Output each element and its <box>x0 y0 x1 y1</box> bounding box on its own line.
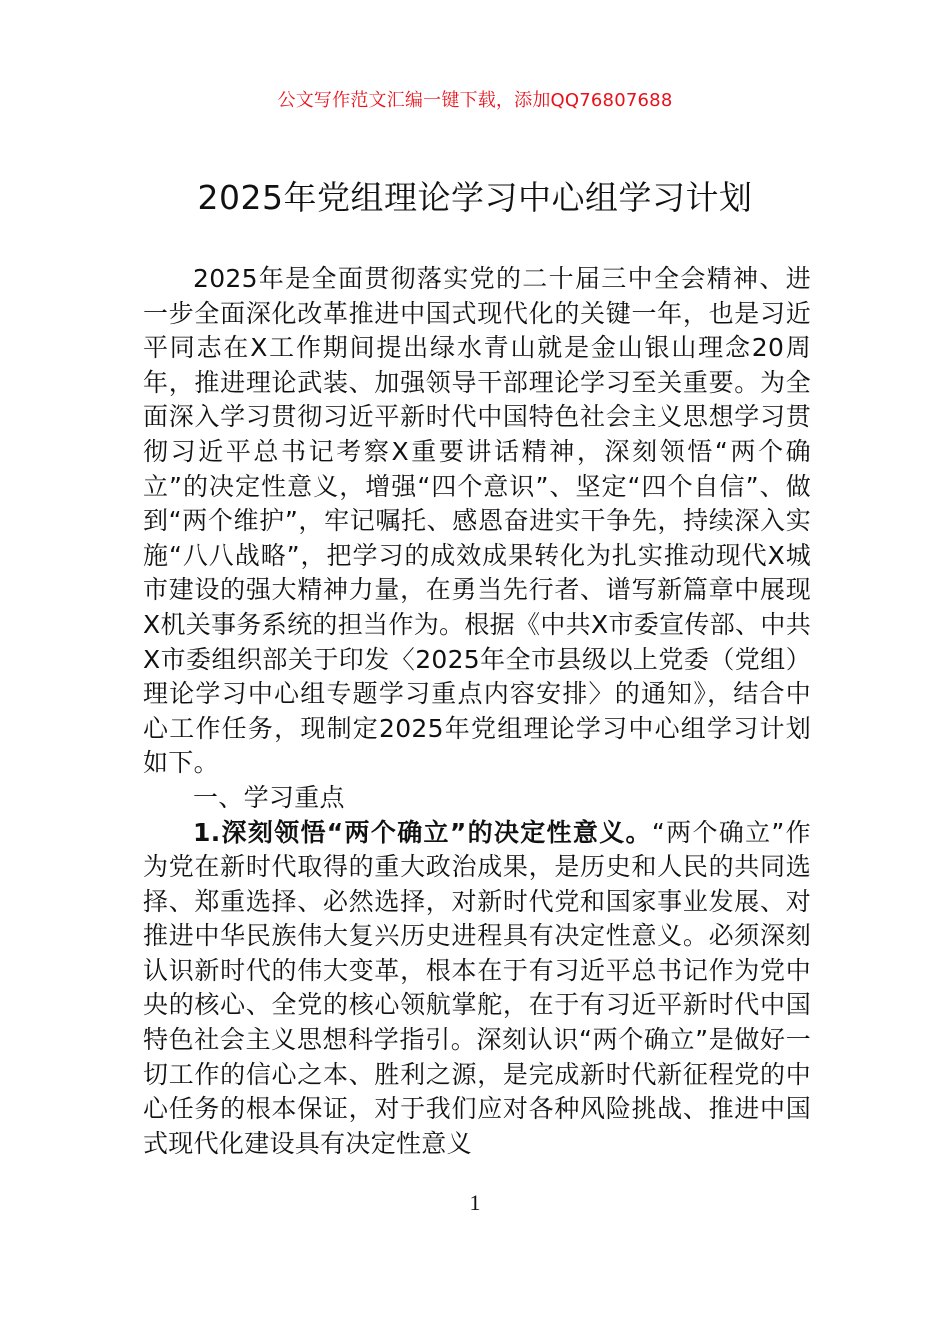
intro-paragraph: 2025年是全面贯彻落实党的二十届三中全会精神、进一步全面深化改革推进中国式现代化的关键一年，也是习近平同志在X工作期间提出绿水青山就是金山银山理念20周年，推进理论武装、加强领导干部理论学习至关重要。为全面深入学习贯彻习近平新时代中国特色社会主义思想学习贯彻习近平总书记考察X重要讲话精神，深刻领悟“两个确立”的决定性意义，增强“四个意识”、坚定“四个自信”、做到“两个维护”，牢记嘱托、感恩奋进实干争先，持续深入实施“八八战略”，把学习的成效成果转化为扎实推动现代X城市建设的强大精神力量，在勇当先行者、谱写新篇章中展现X机关事务系统的担当作为。根据《中共X市委宣传部、中共X市委组织部关于印发〈2025年全市县级以上党委（党组）理论学习中心组专题学习重点内容安排〉的通知》，结合中心工作任务，现制定2025年党组理论学习中心组学习计划如下。 <box>143 264 811 778</box>
item-1-lead: 1.深刻领悟“两个确立”的决定性意义。 <box>193 817 652 847</box>
download-note: 公文写作范文汇编一键下载，添加QQ76807688 <box>277 90 673 111</box>
document-title: 2025年党组理论学习中心组学习计划 <box>197 178 753 217</box>
page-number: 1 <box>469 1190 481 1215</box>
section-heading: 一、学习重点 <box>193 782 345 812</box>
item-1-paragraph <box>143 816 811 1162</box>
item-1-body: “两个确立”作为党在新时代取得的重大政治成果，是历史和人民的共同选择、郑重选择、必然选择，对新时代党和国家事业发展、对推进中华民族伟大复兴历史进程具有决定性意义。必须深刻认识新时代的伟大变革，根本在于有习近平总书记作为党中央的核心、全党的核心领航掌舵，在于有习近平新时代中国特色社会主义思想科学指引。深刻认识“两个确立”是做好一切工作的信心之本、胜利之源，是完成新时代新征程党的中心任务的根本保证，对于我们应对各种风险挑战、推进中国式现代化建设具有决定性意义 <box>143 817 811 1158</box>
document-body <box>143 262 811 1161</box>
